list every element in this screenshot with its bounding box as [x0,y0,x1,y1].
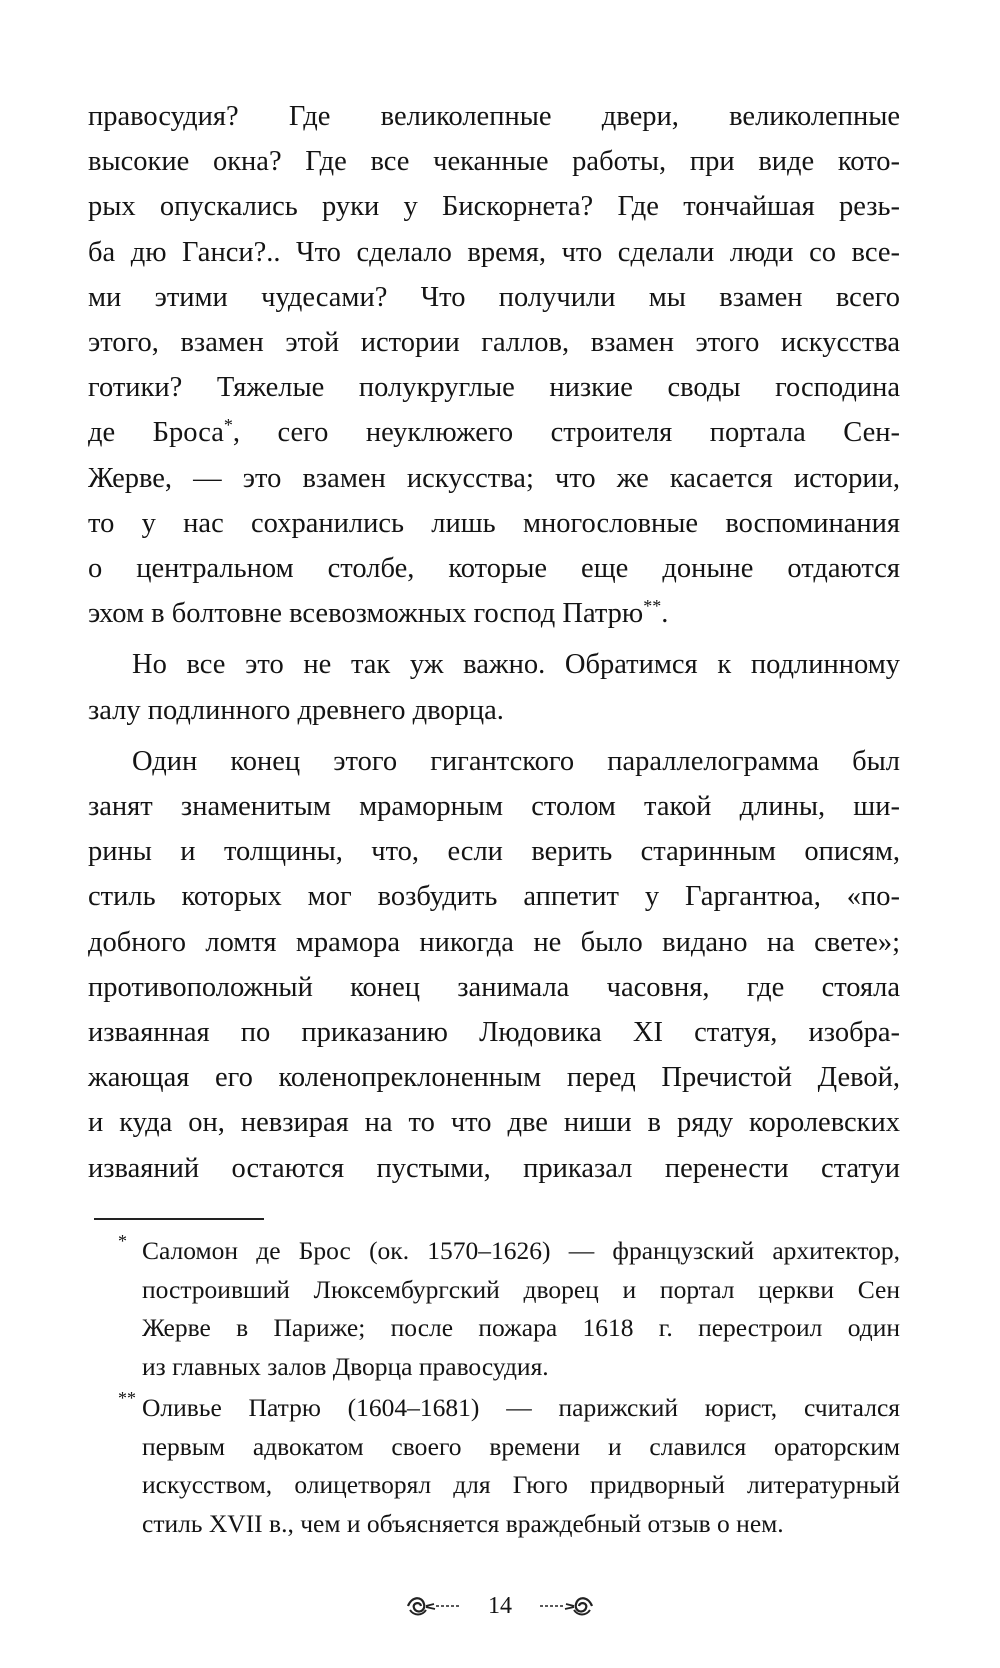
text-fragment: , сего неуклюжего строителя портала Сен- [232,417,900,449]
text-line [88,410,900,455]
footnote-line: первым адвокатом своего времени и славился ораторским [142,1431,900,1461]
text-line: Жерве, — это взамен искусства; что же касается истории, [88,462,900,494]
text-line: и куда он, невзирая на то что две ниши в ряду королевских [88,1107,900,1139]
footnote-line: из главных залов Дворца правосудия. [142,1351,549,1381]
text-line: занят знаменитым мраморным столом такой длины, ши- [88,791,900,823]
text-line: изваяний остаются пустыми, приказал перенести статуи [88,1152,900,1184]
paragraph-1 [88,94,900,636]
footnote-mark: ** [118,1388,136,1408]
text-line: этого, взамен этой истории галлов, взамен этого искусства [88,327,900,359]
footnote-2 [118,1389,900,1543]
footnote-line: построивший Люксембургский дворец и портал церкви Сен [142,1274,900,1304]
footnote-line: искусством, олицетворял для Гюго придворный литературный [142,1470,900,1499]
text-line: противоположный конец занимала часовня, где стояла [88,971,900,1003]
text-line: залу подлинного древнего дворца. [88,694,504,726]
footnotes [118,1232,900,1546]
footnote-line: Жерве в Париже; после пожара 1618 г. перестроил один [142,1313,900,1342]
footnote-line: стиль XVII в., чем и объясняется враждебный отзыв о нем. [142,1508,784,1538]
page-footer [0,1590,1000,1621]
text-line: добного ломтя мрамора никогда не было видано на свете»; [88,926,900,958]
page-number: 14 [488,1593,512,1620]
text-line: стиль которых мог возбудить аппетит у Гаргантюа, «по- [88,881,900,913]
text-line: Один конец этого гигантского параллелограмма был [132,745,900,777]
body-text [88,94,900,1197]
footnote-ref-2[interactable]: ** [643,596,662,617]
footnote-ref-1[interactable]: * [223,415,233,436]
text-line: ба дю Ганси?.. Что сделало время, что сделали люди со все- [88,236,900,268]
footnote-line: Оливье Патрю (1604–1681) — парижский юрист, считался [142,1393,900,1422]
text-line: высокие окна? Где все чеканные работы, при виде кото- [88,146,900,178]
text-line: правосудия? Где великолепные двери, великолепные [88,101,900,132]
ornament-left-icon [404,1594,464,1618]
text-line [88,591,900,636]
text-fragment: . [661,598,669,630]
paragraph-2 [88,642,900,732]
text-line: то у нас сохранились лишь многословные воспоминания [88,507,900,539]
text-line: рых опускались руки у Бискорнета? Где тончайшая резь- [88,191,900,223]
text-line: готики? Тяжелые полукруглые низкие своды господина [88,372,900,404]
paragraph-3 [88,739,900,1191]
footnote-line: Саломон де Брос (ок. 1570–1626) — французский архитектор, [142,1236,900,1265]
text-line: изваянная по приказанию Людовика XI статуя, изобра- [88,1017,900,1049]
footnote-divider [94,1218,264,1220]
text-line: о центральном столбе, которые еще доныне отдаются [88,553,900,585]
ornament-right-icon [536,1594,596,1618]
text-fragment: эхом в болтовне всевозможных господ Патрю [88,598,644,630]
text-line: рины и толщины, что, если верить старинным описям, [88,836,900,868]
footnote-1 [118,1232,900,1386]
text-line: ми этими чудесами? Что получили мы взамен всего [88,281,900,313]
text-line: Но все это не так уж важно. Обратимся к подлинному [132,649,900,681]
footnote-mark: * [118,1231,127,1251]
text-line: жающая его коленопреклоненным перед Пречистой Девой, [88,1062,900,1094]
text-fragment: де Броса [88,417,224,449]
